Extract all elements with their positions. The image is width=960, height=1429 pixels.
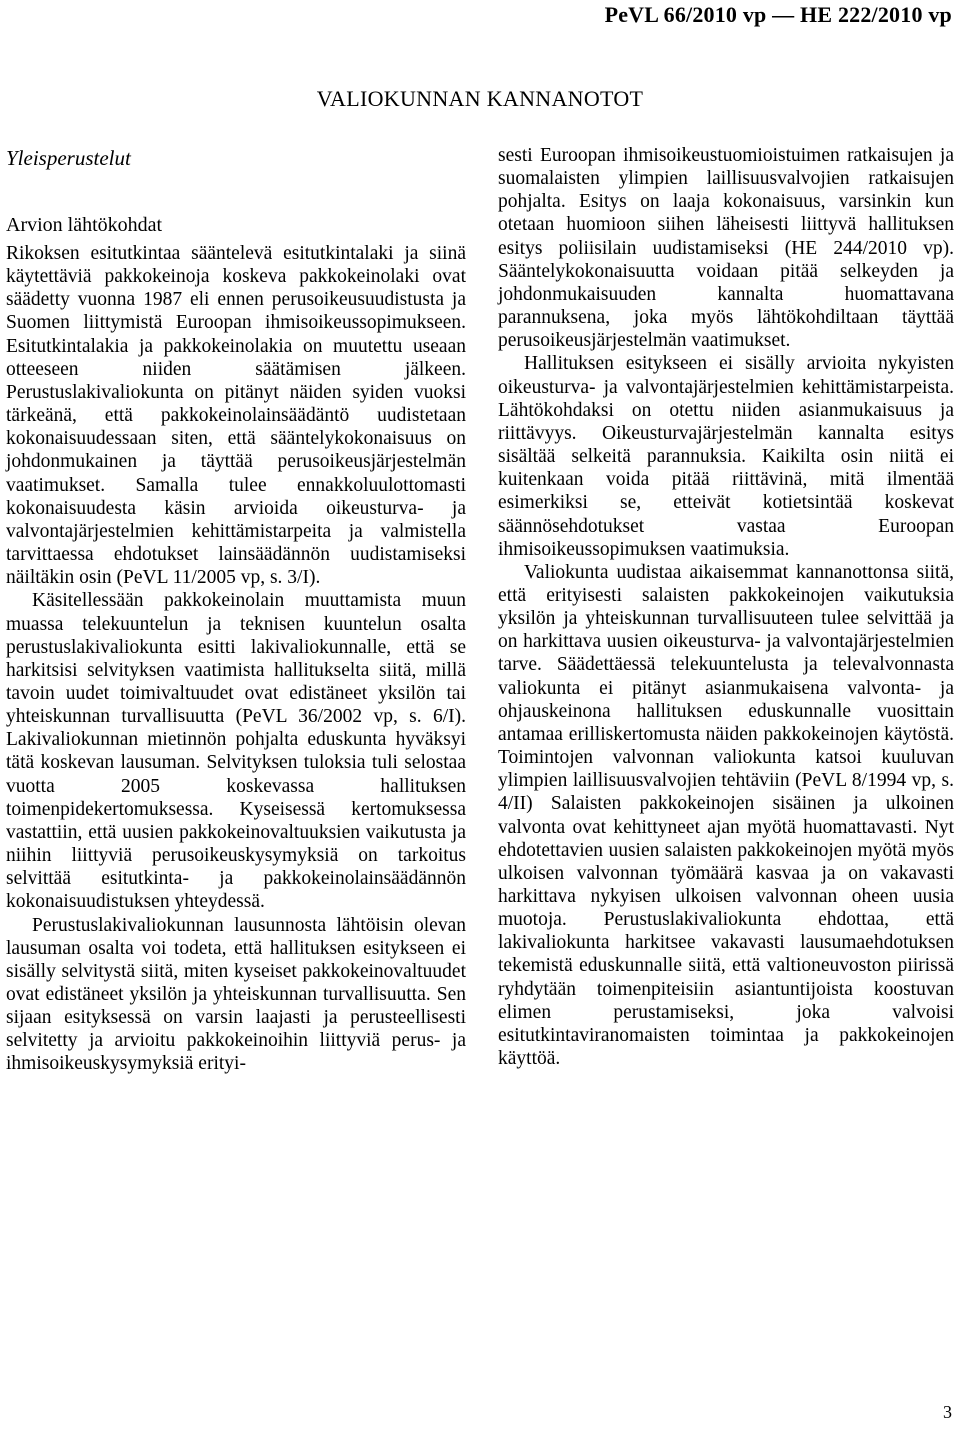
running-header: PeVL 66/2010 vp — HE 222/2010 vp bbox=[604, 2, 952, 27]
right-column bbox=[498, 144, 954, 1070]
subheading-general: Yleisperustelut bbox=[6, 146, 131, 170]
paragraph: Valiokunta uudistaa aikaisemmat kannanottonsa siitä, että erityisesti salaisten pakkokeinojen vaikutuksia yksilön ja yhteiskunnan turvallisuuteen tulee selvittää ja on harkittava uusien oikeusturva- ja valvontajärjestelmien tarve. Säädettäessä telekuuntelusta ja televalvonnasta valiokunta ei pitänyt asianmukaisena valvonta- ja ohjauskeinona hallituksen eduskunnalle vuosittain antamaa erilliskertomusta näiden pakkokeinojen käytöstä. Toimintojen valvonnan valiokunta katsoi kuuluvan ylimpien laillisuusvalvojien tehtäviin (PeVL 8/1994 vp, s. 4/II) Salaisten pakkokeinojen sisäinen ja ulkoinen valvonta ovat kehittyneet ajan myötä huomattavasti. Nyt ehdotettavien uusien salaisten pakkokeinojen myötä myös ulkoisen valvonnan työmäärä kasvaa ja on vakavasti harkittava nykyisen ulkoisen valvonnan oheen uusia muotoja. Perustuslakivaliokunta ehdottaa, että lakivaliokunta harkitsee vakavasti lausumaehdotuksen tekemistä eduskunnalle siitä, että valtioneuvoston piirissä ryhdytään toimenpiteisiin asiantuntijoista koostuvan elimen perustamiseksi, joka valvoisi esitutkintaviranomaisten toimintaa ja pakkokeinojen käyttöä. bbox=[498, 561, 954, 1070]
section-heading: VALIOKUNNAN KANNANOTOT bbox=[316, 86, 644, 111]
paragraph: Rikoksen esitutkintaa sääntelevä esitutkintalaki ja siinä käytettäviä pakkokeinoja koskeva pakkokeinolaki ovat säädetty vuonna 1987 eli ennen perusoikeusuudistusta ja Suomen liittymistä Euroopan ihmisoikeussopimukseen. Esitutkintalakia ja pakkokeinolakia on muutettu useaan otteeseen niiden säätämisen jälkeen. Perustuslakivaliokunta on pitänyt näiden syiden vuoksi tärkeänä, että pakkokeinolainsäädäntö uudistetaan kokonaisuudessaan siten, että sääntelykokonaisuus on johdonmukainen ja täyttää perusoikeusjärjestelmän vaatimukset. Samalla tulee ennakkoluulottomasti kokonaisuudesta käsin arvioida oikeusturva- ja valvontajärjestelmien kehittämistarpeita ja valmistella tarvittaessa ehdotukset lainsäädännön uudistamiseksi näiltäkin osin (PeVL 11/2005 vp, s. 3/I). bbox=[6, 243, 466, 589]
left-column bbox=[6, 144, 466, 1076]
paragraph: Käsitellessään pakkokeinolain muuttamista muun muassa telekuuntelun ja teknisen kuuntelun osalta perustuslakivaliokunta esitti lakivaliokunnalle, että se harkitsisi selvityksen vaatimista hallitukselta siitä, millä tavoin uudet toimivaltuudet ovat edistäneet yksilön tai yhteiskunnan turvallisuutta (PeVL 36/2002 vp, s. 6/I). Lakivaliokunnan mietinnön pohjalta eduskunta hyväksyi tätä koskevan lausuman. Selvityksen tuloksia tuli selostaa vuotta 2005 koskevassa hallituksen toimenpidekertomuksessa. Kyseisessä kertomuksessa vastattiin, että uusien pakkokeinovaltuuksien vaikutusta ja niihin liittyviä perusoikeuskysymyksiä on tarkoitus selvittää esitutkinta- ja pakkokeinolainsäädännön kokonaisuudistuksen yhteydessä. bbox=[6, 590, 466, 913]
page-number: 3 bbox=[943, 1402, 952, 1422]
subheading-starting-points: Arvion lähtökohdat bbox=[6, 214, 163, 236]
paragraph: Perustuslakivaliokunnan lausunnosta lähtöisin olevan lausuman osalta voi todeta, että hallituksen esitykseen ei sisälly selvitystä siitä, miten kyseiset pakkokeinovaltuudet ovat edistäneet yksilön ja yhteiskunnan turvallisuutta. Sen sijaan esityksessä on varsin laajasti ja perusteellisesti selvitetty ja arvioitu pakkokeinoihin liittyviä perus- ja ihmisoikeuskysymyksiä erityi- bbox=[6, 914, 466, 1075]
paragraph: Hallituksen esitykseen ei sisälly arvioita nykyisten oikeusturva- ja valvontajärjestelmien kehittämistarpeista. Lähtökohdaksi on otettu niiden asianmukaisuus ja riittävyys. Oikeusturvajärjestelmän kannalta esitys sisältää selkeitä parannuksia. Kaikilta osin niitä ei kuitenkaan voida pitää riittävinä, mitä ilmentää esimerkiksi se, etteivät kotietsintää koskevat säännösehdotukset vastaa Euroopan ihmisoikeussopimuksen vaatimuksia. bbox=[498, 353, 954, 560]
paragraph: sesti Euroopan ihmisoikeustuomioistuimen ratkaisujen ja suomalaisten ylimpien laillisuusvalvojien ratkaisujen pohjalta. Esitys on laaja kokonaisuus, varsinkin kun otetaan huomioon siihen läheisesti liittyvä hallituksen esitys poliisilain uudistamiseksi (HE 244/2010 vp). Sääntelykokonaisuutta voidaan pitää selkeyden ja johdonmukaisuuden kannalta huomattavana parannuksena, joka myös lähtökohdiltaan täyttää perusoikeusjärjestelmän vaatimukset. bbox=[498, 145, 954, 352]
